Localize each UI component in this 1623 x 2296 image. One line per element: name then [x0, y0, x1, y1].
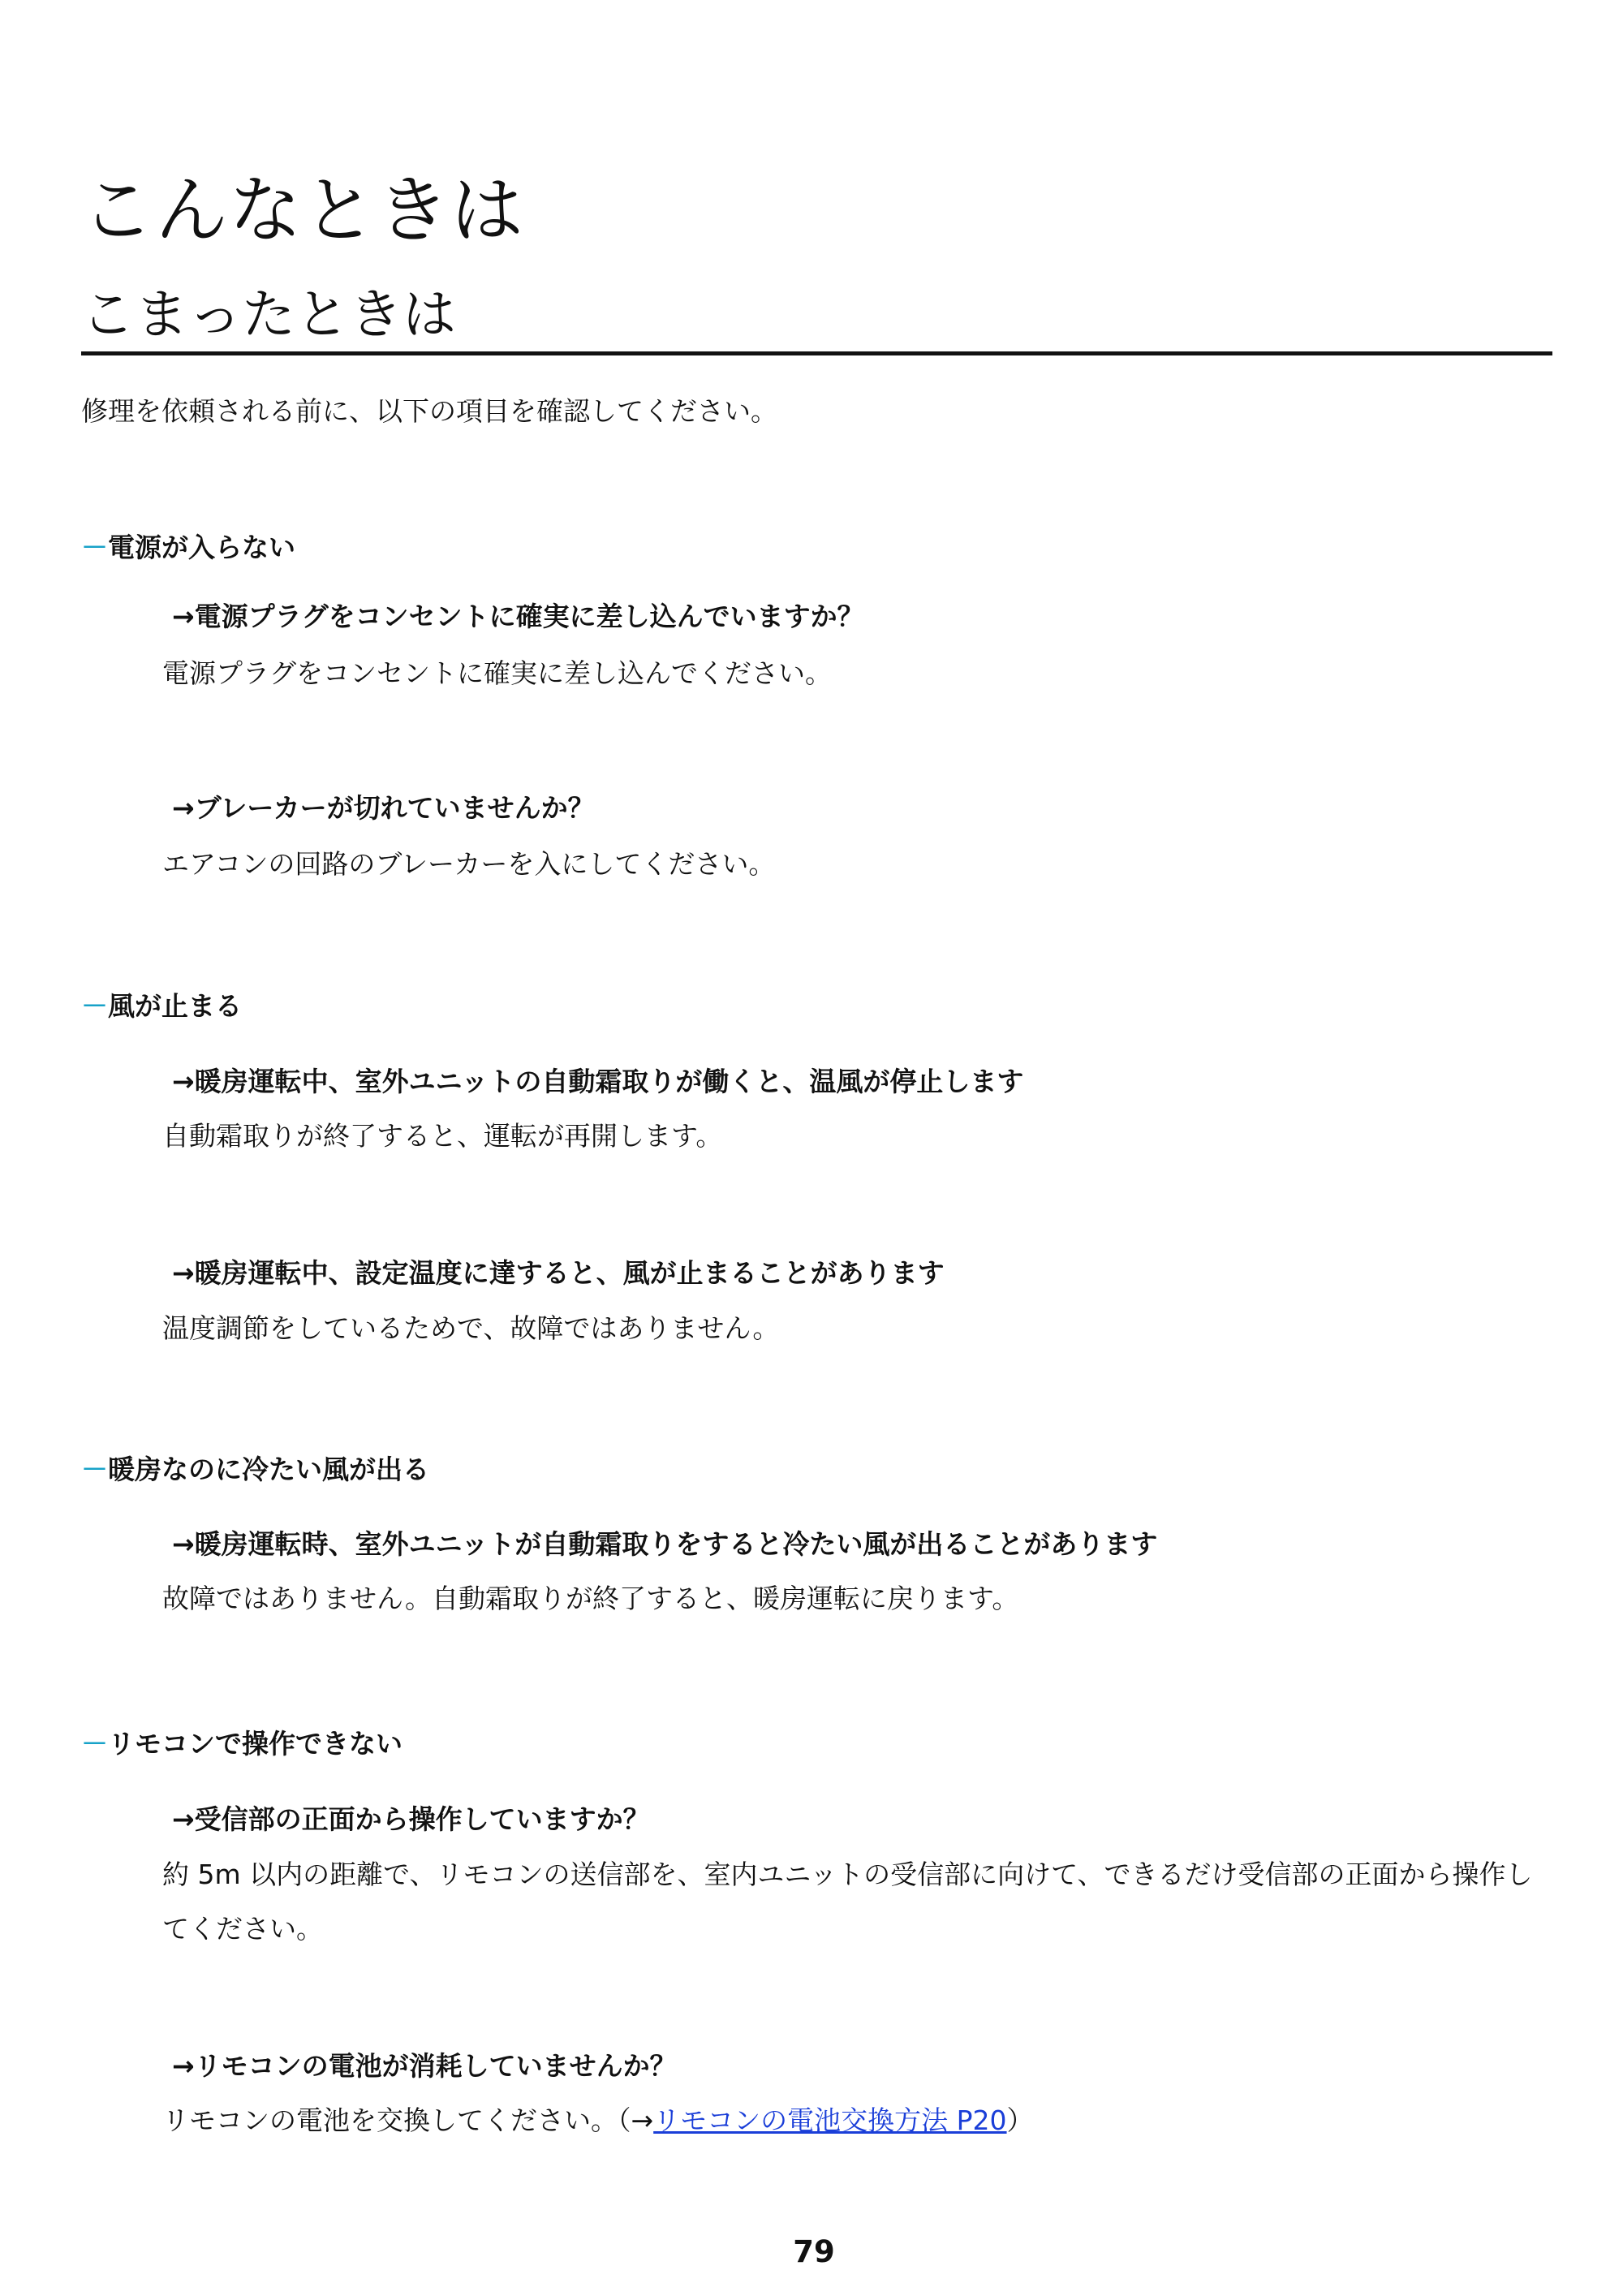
trouble-heading-label: リモコンで操作できない [108, 1728, 403, 1760]
check-answer: 約 5m 以内の距離で、リモコンの送信部を、室内ユニットの受信部に向けて、できるだけ受信部の正面から操作してください。 [162, 1859, 1533, 1945]
section-marker: － [81, 990, 108, 1022]
page-number: 79 [793, 2234, 835, 2269]
page-title: こんなときは [81, 168, 524, 253]
trouble-heading-label: 風が止まる [108, 990, 242, 1022]
battery-replacement-link[interactable]: リモコンの電池交換方法 P20 [653, 2104, 1007, 2136]
check-answer: 自動霜取りが終了すると、運転が再開します。 [162, 1120, 723, 1152]
check-answer: エアコンの回路のブレーカーを入にしてください。 [162, 848, 776, 880]
section-marker: － [81, 532, 108, 563]
check-question: →ブレーカーが切れていませんか？ [172, 792, 595, 824]
check-answer: 故障ではありません。自動霜取りが終了すると、暖房運転に戻ります。 [162, 1583, 1019, 1614]
trouble-heading-label: 暖房なのに冷たい風が出る [108, 1454, 429, 1485]
check-question: →暖房運転中、設定温度に達すると、風が止まることがあります [172, 1257, 945, 1289]
trouble-heading-label: 電源が入らない [108, 532, 295, 563]
section-marker: － [81, 1728, 108, 1760]
check-answer: 電源プラグをコンセントに確実に差し込んでください。 [162, 657, 832, 689]
trouble-heading-remote [81, 1725, 403, 1763]
check-question: →暖房運転時、室外ユニットが自動霜取りをすると冷たい風が出ることがあります [172, 1528, 1158, 1560]
check-question: →リモコンの電池が消耗していませんか？ [172, 2050, 677, 2082]
answer-text: ） [1006, 2104, 1034, 2136]
check-question: →受信部の正面から操作していますか？ [172, 1803, 650, 1835]
trouble-heading-airflow-stops [81, 988, 242, 1025]
check-answer: 温度調節をしているためで、故障ではありません。 [162, 1312, 780, 1344]
title-underline [81, 351, 1552, 355]
section-title: こまったときは [81, 283, 456, 346]
trouble-heading-cold-air [81, 1451, 429, 1488]
check-answer-with-link [162, 2093, 1034, 2147]
trouble-heading-power [81, 529, 295, 566]
section-marker: － [81, 1454, 108, 1485]
intro-text: 修理を依頼される前に、以下の項目を確認してください。 [81, 395, 777, 427]
answer-text: リモコンの電池を交換してください。（→ [162, 2104, 654, 2136]
check-question: →電源プラグをコンセントに確実に差し込んでいますか？ [172, 601, 864, 632]
check-question: →暖房運転中、室外ユニットの自動霜取りが働くと、温風が停止します [172, 1066, 1024, 1097]
